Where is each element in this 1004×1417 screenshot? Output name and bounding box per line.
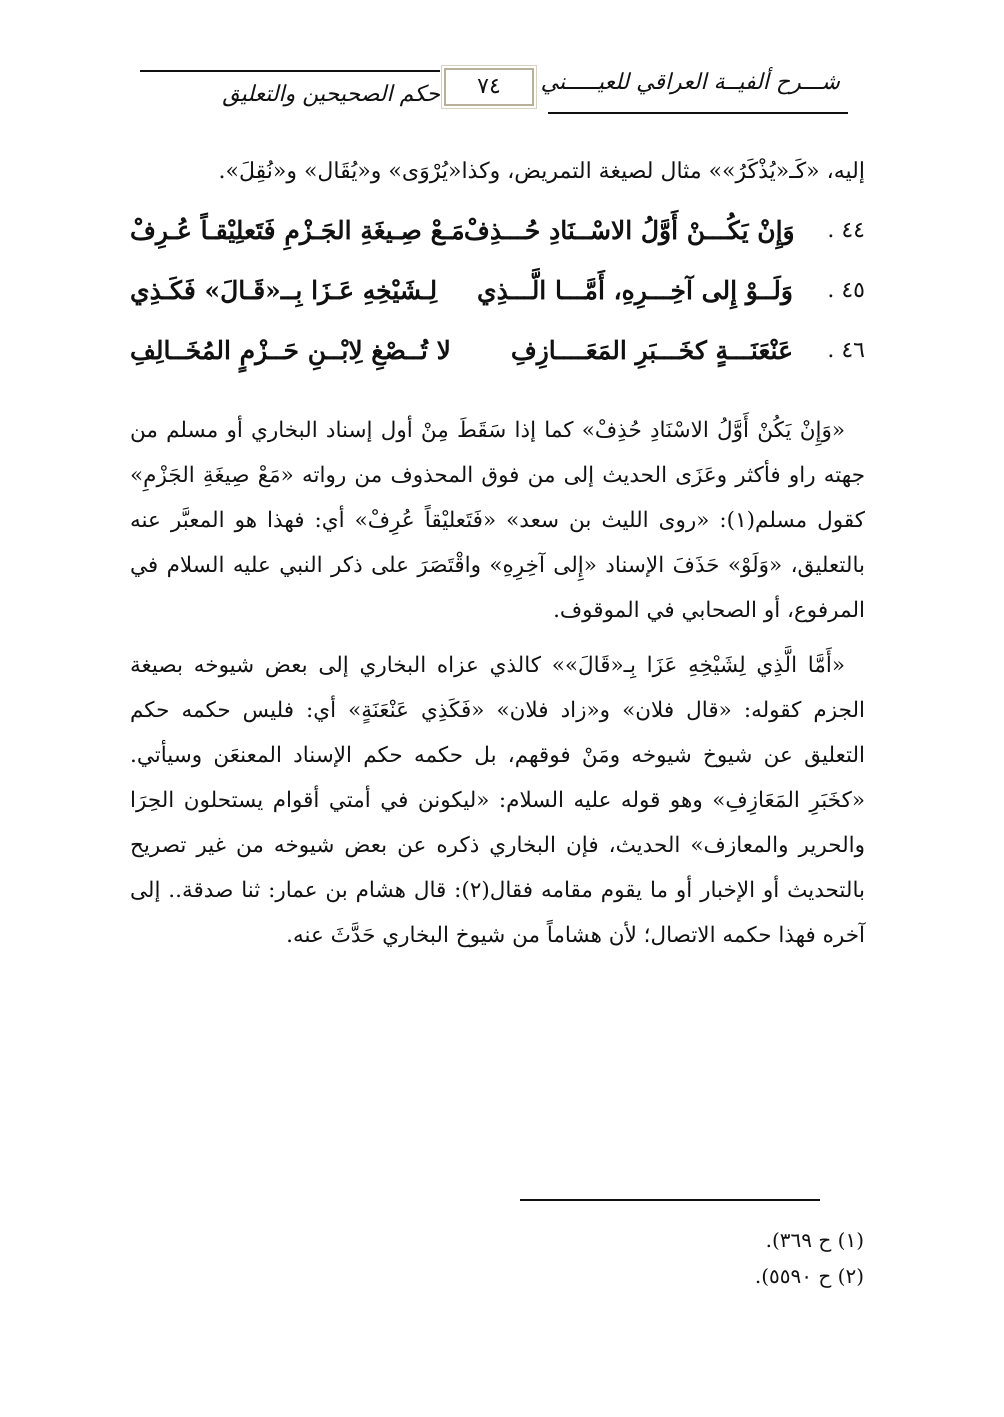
running-header — [140, 64, 848, 120]
page-number: ٧٤ — [444, 68, 534, 106]
footnotes — [464, 1222, 864, 1294]
commentary-paragraph-2: «أَمَّا الَّذِي لِشَيْخِهِ عَزَا بِـ«قَالَ»» كالذي عزاه البخاري إلى بعض شيوخه بصيغة الجزم كقوله: «قال فلان» و«زاد فلان» «فَكَذِي عَنْعَنَةٍ» أي: فليس حكمه حكم التعليق عن شيوخ شيوخه ومَنْ فوقهم، بل حكمه حكم الإسناد المعنعَن وسيأتي. «كخَبَرِ المَعَازِفِ» وهو قوله عليه السلام: «ليكونن في أمتي أقوام يستحلون الحِرَا والحرير والمعازف» الحديث، فإن البخاري ذكره عن بعض شيوخه من غير تصريح بالتحديث أو الإخبار أو ما يقوم مقامه فقال(٢): قال هشام بن عمار: ثنا صدقة.. إلى آخره فهذا حكمه الاتصال؛ لأن هشاماً من شيوخ البخاري حَدَّثَ عنه. — [130, 653, 865, 948]
verse-number: ٤٥ . — [827, 277, 865, 303]
verse-first-hemistich: عَنْعَنَـــةٍ كخَـــبَرِ المَعَــــازِفِ — [510, 335, 793, 365]
verse-second-hemistich: مَـعْ صِـيغَةِ الجَـزْمِ فَتَعلِيْقـاً عُـرِفْ — [130, 215, 465, 245]
footnote-1: (١) ح ٣٦٩). — [765, 1228, 864, 1252]
verse-number: ٤٤ . — [827, 217, 865, 243]
book-title: شـــرح ألفيــة العراقي للعيـــــني — [540, 70, 840, 95]
intro-line: إليه، «كَـ«يُذْكَرُ»» مثال لصيغة التمريض، وكذا«يُرْوَى» و«يُقَال» و«نُقِلَ». — [218, 159, 865, 184]
footnote-2: (٢) ح ٥٥٩٠). — [754, 1264, 864, 1288]
verse-45 — [130, 260, 865, 320]
verse-number: ٤٦ . — [827, 337, 865, 363]
chapter-title: حكم الصحيحين والتعليق — [222, 82, 440, 107]
footnote-separator — [520, 1199, 820, 1201]
verse-46 — [130, 320, 865, 380]
verse-second-hemistich: لِـشَيْخِهِ عَـزَا بِــ«قَـالَ» فَكَـذِي — [130, 275, 438, 305]
verse-first-hemistich: وَإِنْ يَكُـــنْ أَوَّلُ الاسْــنَادِ حُـــذِفْ — [463, 215, 795, 245]
commentary-paragraph-1: «وَإِنْ يَكُنْ أَوَّلُ الاسْنَادِ حُذِفْ» كما إذا سَقَطَ مِنْ أول إسناد البخاري أو مسلم من جهته راو فأكثر وعَزَى الحديث إلى من فوق المحذوف من رواته «مَعْ صِيغَةِ الجَزْمِ» كقول مسلم(١): «روى الليث بن سعد» «فَتَعليْقاً عُرِفْ» أي: فهذا هو المعبَّر عنه بالتعليق، «وَلَوْ» حَذَفَ الإسناد «إِلى آخِرِهِ» واقْتَصَرَ على ذكر النبي عليه السلام في المرفوع، أو الصحابي في الموقوف. — [130, 418, 866, 623]
verse-44 — [130, 200, 865, 260]
header-rule-right — [548, 112, 848, 114]
verse-first-hemistich: وَلَــوْ إِلى آخِـــرِهِ، أَمَّـــا الَّـــذِي — [477, 275, 793, 305]
page-body — [130, 150, 865, 958]
verse-second-hemistich: لا تُــصْغِ لِابْــنِ حَــزْمٍ المُخَــالِفِ — [130, 335, 451, 365]
header-rule-left — [140, 70, 440, 72]
